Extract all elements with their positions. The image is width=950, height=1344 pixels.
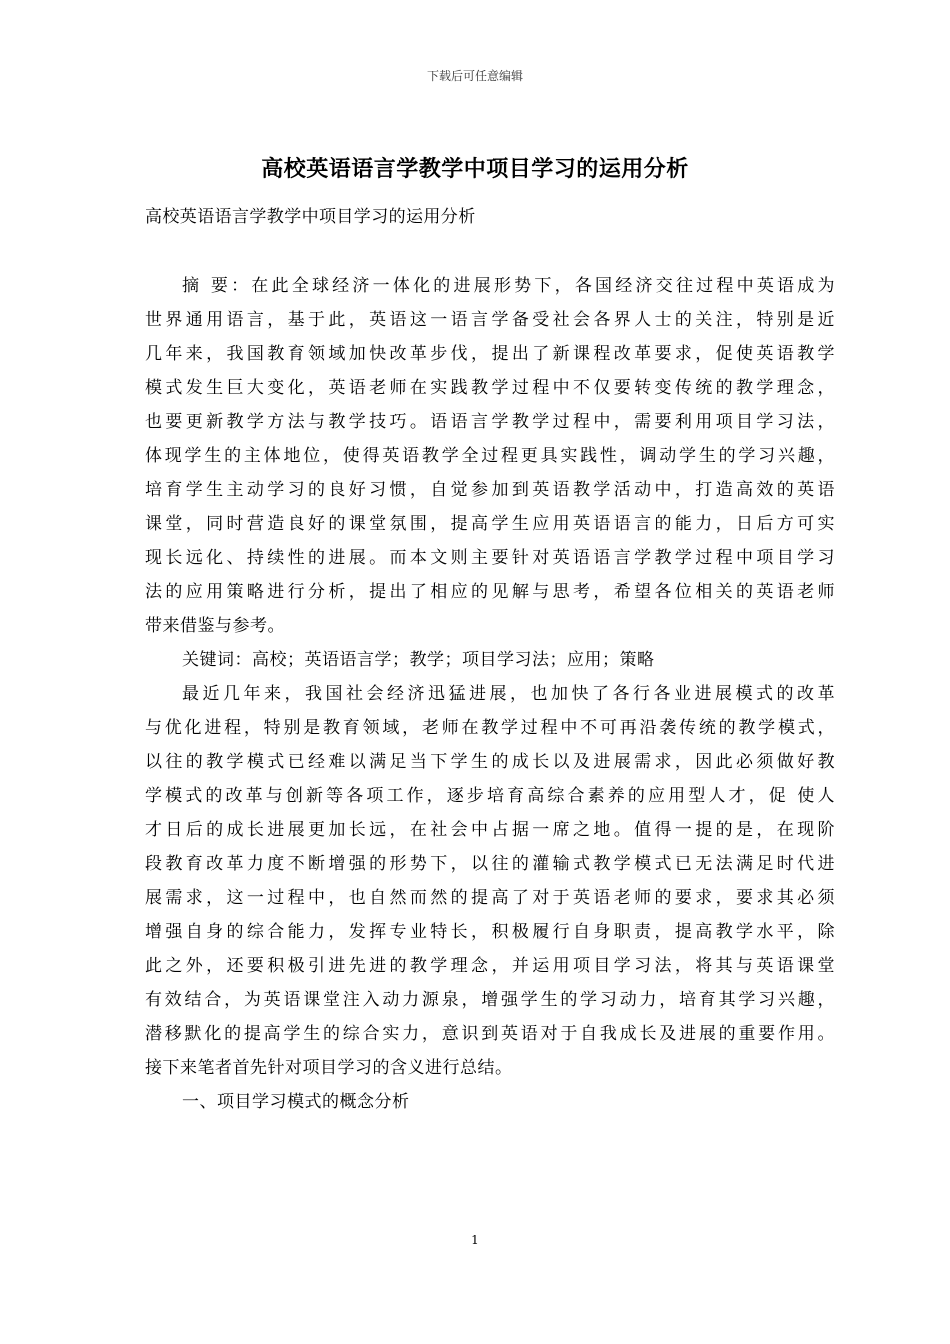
- text-line: 世界通用语言，基于此，英语这一语言学备受社会各界人士的关注，特别是近: [145, 310, 835, 330]
- text-line: 才日后的成长进展更加长远，在社会中占据一席之地。值得一提的是，在现阶: [145, 820, 835, 840]
- text-line: 几年来，我国教育领域加快改革步伐，提出了新课程改革要求，促使英语教学: [145, 344, 835, 364]
- text-line: 培育学生主动学习的良好习惯，自觉参加到英语教学活动中，打造高效的英语: [145, 480, 835, 500]
- text-line: 摘 要：在此全球经济一体化的进展形势下，各国经济交往过程中英语成为: [182, 276, 835, 296]
- text-line: 潜移默化的提高学生的综合实力，意识到英语对于自我成长及进展的重要作用。: [145, 1024, 835, 1044]
- text-line: 以往的教学模式已经难以满足当下学生的成长以及进展需求，因此必须做好教: [145, 752, 835, 772]
- text-line: 有效结合，为英语课堂注入动力源泉，增强学生的学习动力，培育其学习兴趣，: [145, 990, 835, 1010]
- document-title: 高校英语语言学教学中项目学习的运用分析: [261, 156, 689, 182]
- text-line: 学模式的改革与创新等各项工作，逐步培育高综合素养的应用型人才，促 使人: [145, 786, 835, 806]
- text-line: 带来借鉴与参考。: [145, 616, 285, 636]
- text-line: 法的应用策略进行分析，提出了相应的见解与思考，希望各位相关的英语老师: [145, 582, 835, 602]
- document-subtitle: 高校英语语言学教学中项目学习的运用分析: [145, 207, 476, 227]
- text-line: 最近几年来，我国社会经济迅猛进展，也加快了各行各业进展模式的改革: [182, 684, 835, 704]
- document-body: [145, 269, 835, 1119]
- text-line: 模式发生巨大变化，英语老师在实践教学过程中不仅要转变传统的教学理念，: [145, 378, 835, 398]
- text-line: 接下来笔者首先针对项目学习的含义进行总结。: [145, 1058, 513, 1078]
- text-line: 段教育改革力度不断增强的形势下，以往的灌输式教学模式已无法满足时代进: [145, 854, 835, 874]
- text-line: 一、项目学习模式的概念分析: [182, 1092, 410, 1112]
- page-number: 1: [471, 1233, 479, 1247]
- text-line: 关键词：高校；英语语言学；教学；项目学习法；应用；策略: [182, 650, 655, 670]
- text-line: 与优化进程，特别是教育领域，老师在教学过程中不可再沿袭传统的教学模式，: [145, 718, 835, 738]
- text-line: 课堂，同时营造良好的课堂氛围，提高学生应用英语语言的能力，日后方可实: [145, 514, 835, 534]
- text-line: 体现学生的主体地位，使得英语教学全过程更具实践性，调动学生的学习兴趣，: [145, 446, 835, 466]
- text-line: 也要更新教学方法与教学技巧。语语言学教学过程中，需要利用项目学习法，: [145, 412, 835, 432]
- text-line: 此之外，还要积极引进先进的教学理念，并运用项目学习法，将其与英语课堂: [145, 956, 835, 976]
- text-line: 增强自身的综合能力，发挥专业特长，积极履行自身职责，提高教学水平，除: [145, 922, 835, 942]
- text-line: 现长远化、持续性的进展。而本文则主要针对英语语言学教学过程中项目学习: [145, 548, 835, 568]
- page-header-note: 下载后可任意编辑: [426, 69, 523, 83]
- text-line: 展需求，这一过程中，也自然而然的提高了对于英语老师的要求，要求其必须: [145, 888, 835, 908]
